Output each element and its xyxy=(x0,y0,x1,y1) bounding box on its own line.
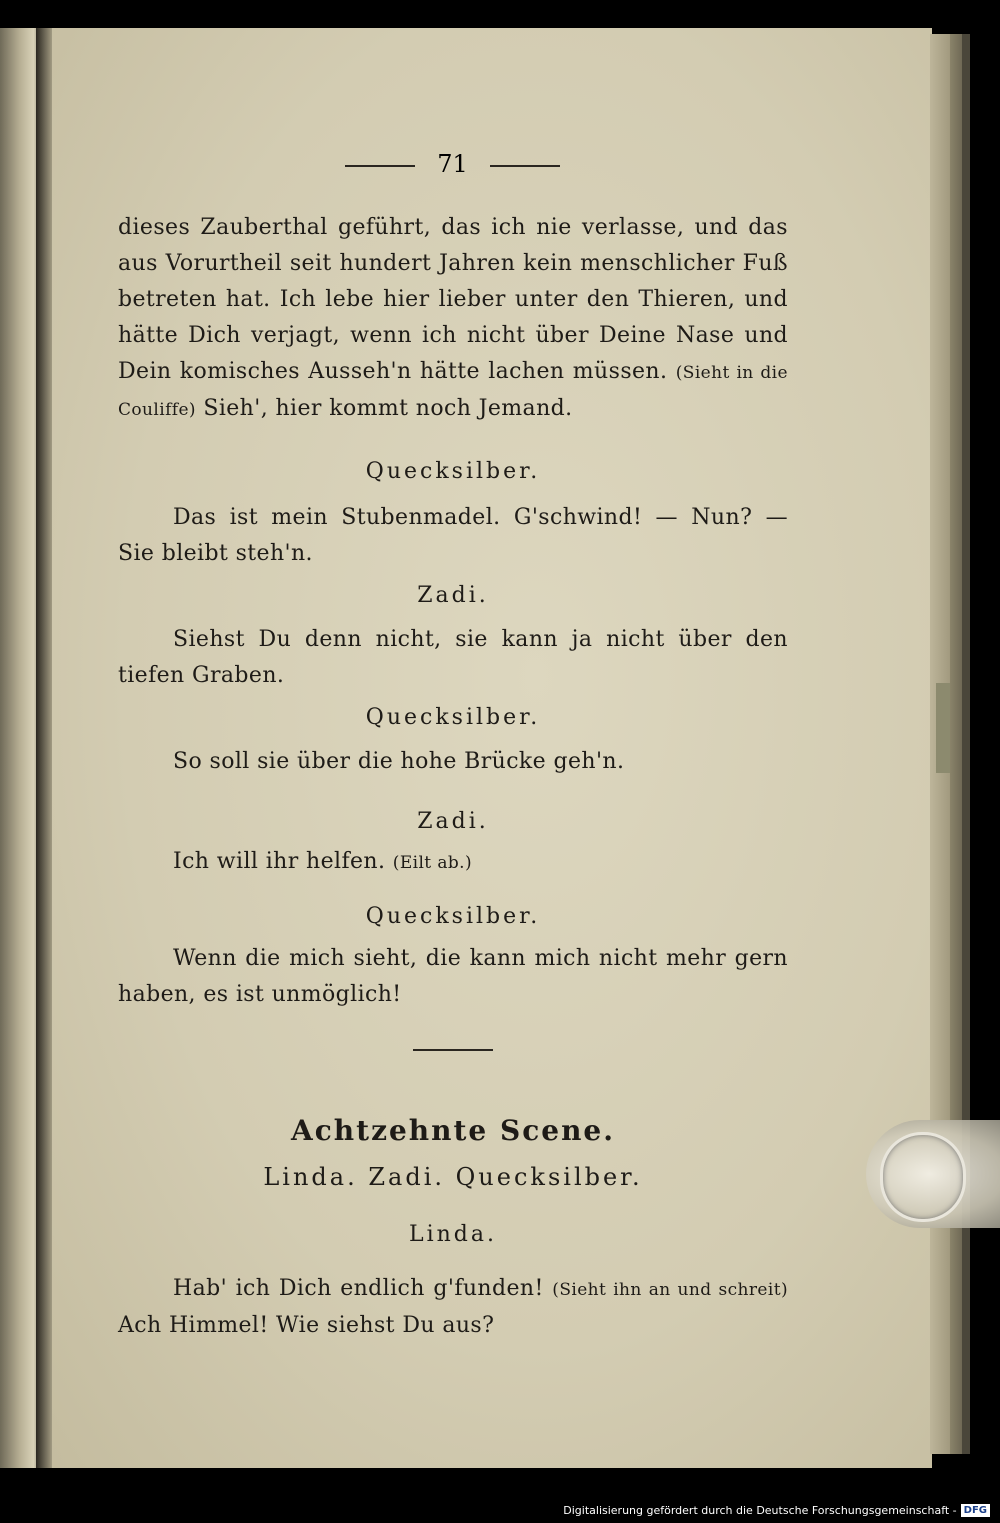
stage-direction: (Eilt ab.) xyxy=(392,853,472,873)
paragraph-text: Sieh', hier kommt noch Jemand. xyxy=(203,396,573,421)
page-text xyxy=(118,210,788,1344)
scene-characters: Linda. Zadi. Quecksilber. xyxy=(263,1163,643,1191)
paragraph-text: Hab' ich Dich endlich g'funden! xyxy=(173,1276,544,1301)
paragraph-2: Das ist mein Stubenmadel. G'schwind! — Nun? — Sie bleibt steh'n. xyxy=(118,505,788,566)
speaker-label: Quecksilber. xyxy=(365,904,541,929)
speaker-label: Zadi. xyxy=(417,583,489,608)
speaker-label: Zadi. xyxy=(417,809,489,834)
stage-direction: (Sieht in die Couliffe) xyxy=(118,363,788,420)
paragraph-text: dieses Zauberthal geführt, das ich nie verlasse, und das aus Vorurtheil seit hundert Jahren kein menschlicher Fuß betreten hat. Ich lebe hier lieber unter den Thieren, und hätte Dich verjagt, wenn ich nicht über Deine Nase und Dein komisches Ausseh'n hätte lachen müssen. xyxy=(118,215,788,384)
page-clip-ring xyxy=(880,1132,966,1222)
footer-text: Digitalisierung gefördert durch die Deutsche Forschungsgemeinschaft - xyxy=(563,1504,957,1517)
header-rule-right xyxy=(490,165,560,167)
paragraph-6: Wenn die mich sieht, die kann mich nicht mehr gern haben, es ist unmöglich! xyxy=(118,946,788,1007)
paragraph-4: So soll sie über die hohe Brücke geh'n. xyxy=(173,749,625,774)
page-header xyxy=(345,150,560,184)
speaker-label: Quecksilber. xyxy=(365,705,541,730)
paragraph-text: Ich will ihr helfen. xyxy=(173,849,386,874)
page-number: 71 xyxy=(437,150,468,178)
speaker-label: Linda. xyxy=(408,1222,497,1247)
paragraph-1 xyxy=(118,210,788,428)
dfg-logo: DFG xyxy=(961,1504,990,1517)
stage-direction: (Sieht ihn an und schreit) xyxy=(552,1280,788,1300)
page-tab xyxy=(936,683,950,773)
scene-title: Achtzehnte Scene. xyxy=(291,1114,615,1147)
cover-shadow xyxy=(962,34,970,1454)
speaker-label: Quecksilber. xyxy=(365,459,541,484)
paragraph-3: Siehst Du denn nicht, sie kann ja nicht über den tiefen Graben. xyxy=(118,627,788,688)
paragraph-text: Ach Himmel! Wie siehst Du aus? xyxy=(118,1313,495,1338)
paragraph-5 xyxy=(118,844,788,881)
paragraph-7 xyxy=(118,1271,788,1344)
digitization-footer xyxy=(563,1504,990,1517)
section-divider xyxy=(413,1049,493,1051)
